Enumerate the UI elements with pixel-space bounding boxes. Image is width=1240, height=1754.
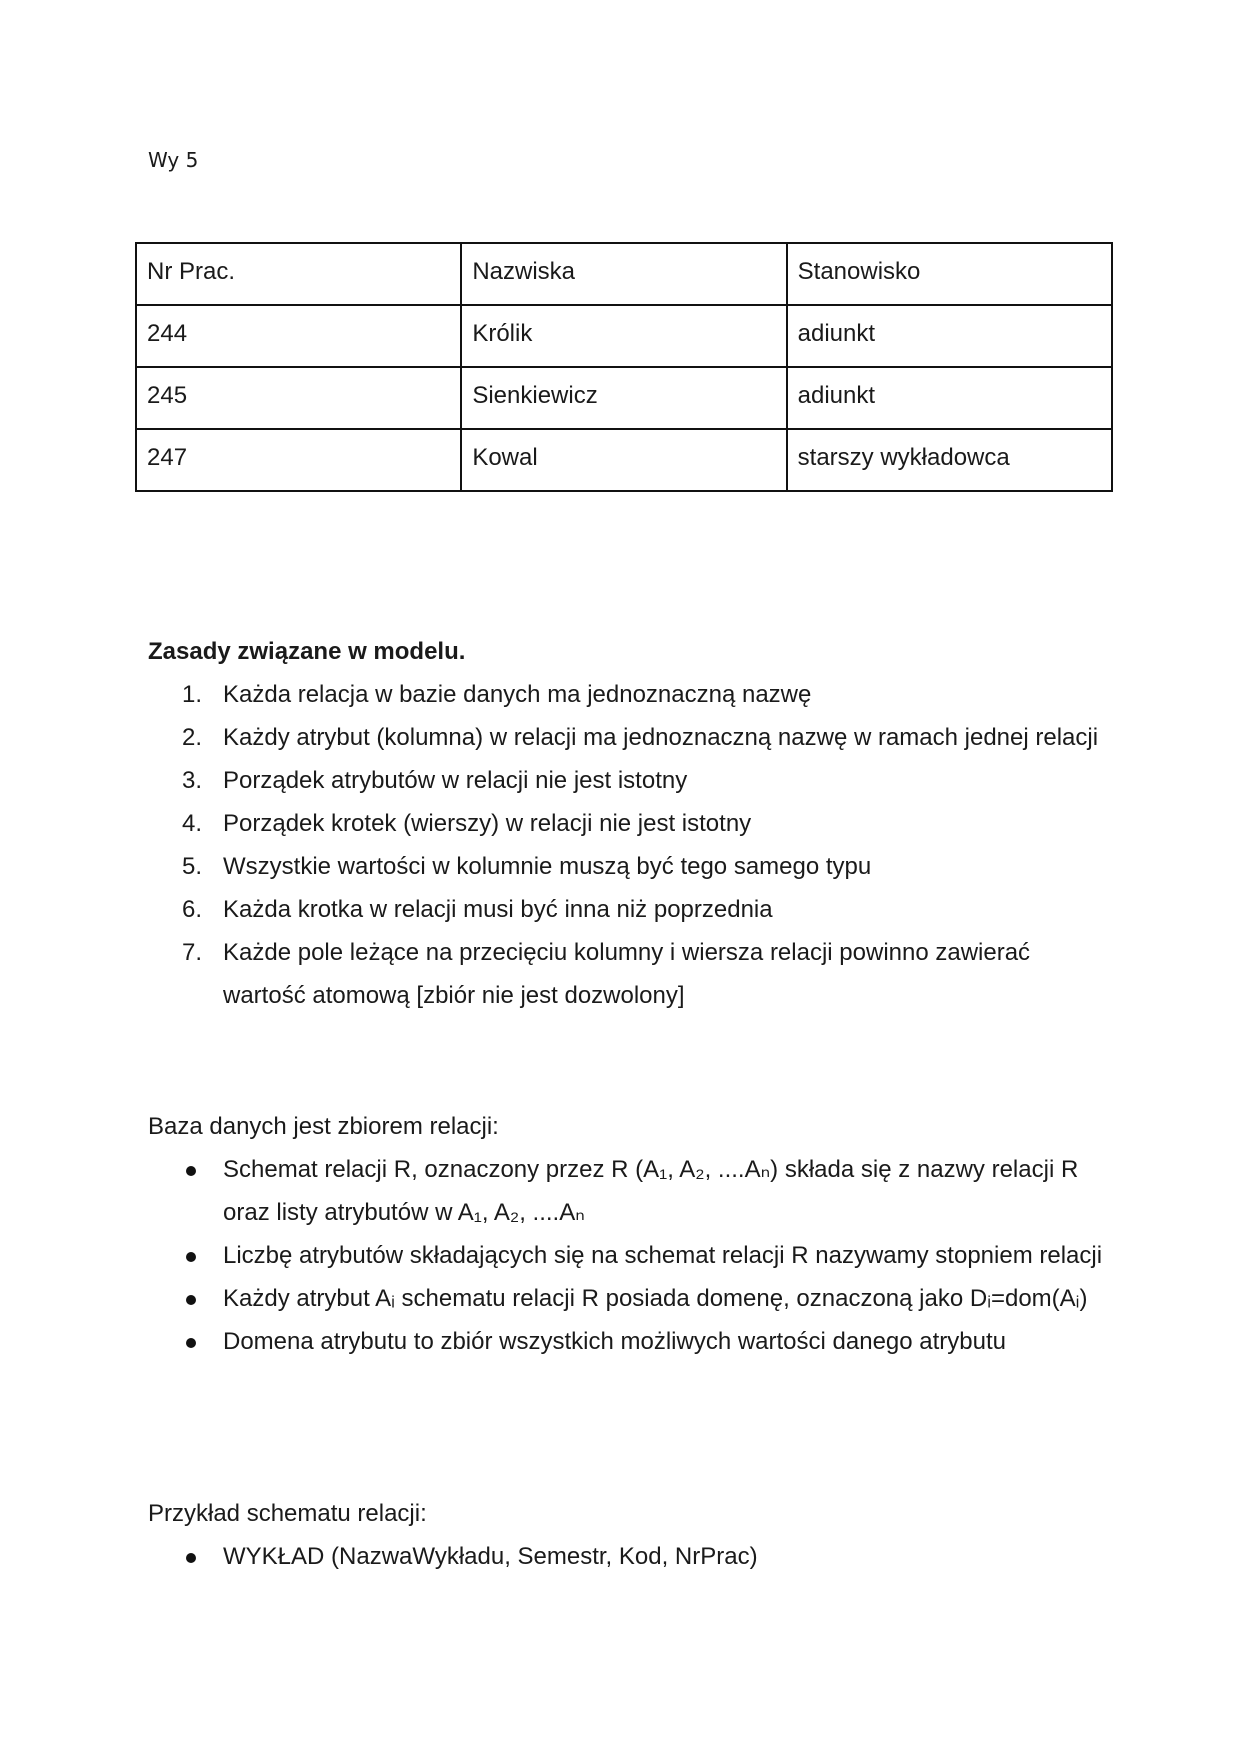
table-cell: starszy wykładowca bbox=[787, 429, 1112, 491]
list-item: 5. Wszystkie wartości w kolumnie muszą być tego samego typu bbox=[148, 845, 1108, 888]
table-cell: Kowal bbox=[461, 429, 786, 491]
rules-section bbox=[148, 630, 1108, 1017]
list-item: Schemat relacji R, oznaczony przez R (A₁, A₂, ....Aₙ) składa się z nazwy relacji R oraz listy atrybutów w A₁, A₂, ....Aₙ bbox=[148, 1148, 1108, 1234]
page-heading: Wy 5 bbox=[148, 148, 199, 172]
table-row bbox=[136, 305, 1112, 367]
employee-table bbox=[135, 242, 1113, 492]
table-cell: adiunkt bbox=[787, 367, 1112, 429]
list-number: 3. bbox=[182, 767, 203, 794]
bullet-icon bbox=[186, 1338, 196, 1348]
table-cell: 247 bbox=[136, 429, 461, 491]
bullet-icon bbox=[186, 1166, 196, 1176]
list-number: 1. bbox=[182, 681, 203, 708]
table-row bbox=[136, 367, 1112, 429]
rules-list bbox=[148, 673, 1108, 1017]
list-item: 4. Porządek krotek (wierszy) w relacji nie jest istotny bbox=[148, 802, 1108, 845]
list-number: 7. bbox=[182, 939, 203, 966]
list-item: 3. Porządek atrybutów w relacji nie jest istotny bbox=[148, 759, 1108, 802]
example-title: Przykład schematu relacji: bbox=[148, 1500, 427, 1527]
table-row bbox=[136, 429, 1112, 491]
rules-title: Zasady związane w modelu. bbox=[148, 638, 466, 665]
database-list bbox=[148, 1148, 1108, 1363]
table-header-cell: Nazwiska bbox=[461, 243, 786, 305]
list-item: Domena atrybutu to zbiór wszystkich możliwych wartości danego atrybutu bbox=[148, 1320, 1108, 1363]
table-cell: adiunkt bbox=[787, 305, 1112, 367]
table-header-cell: Nr Prac. bbox=[136, 243, 461, 305]
bullet-icon bbox=[186, 1295, 196, 1305]
database-section bbox=[148, 1105, 1108, 1363]
table-header-row bbox=[136, 243, 1112, 305]
table-header-cell: Stanowisko bbox=[787, 243, 1112, 305]
example-list bbox=[148, 1535, 1108, 1578]
bullet-icon bbox=[186, 1553, 196, 1563]
bullet-icon bbox=[186, 1252, 196, 1262]
table-cell: Sienkiewicz bbox=[461, 367, 786, 429]
list-number: 2. bbox=[182, 724, 203, 751]
list-item: WYKŁAD (NazwaWykładu, Semestr, Kod, NrPrac) bbox=[148, 1535, 1108, 1578]
table-cell: 244 bbox=[136, 305, 461, 367]
list-item: 1. Każda relacja w bazie danych ma jednoznaczną nazwę bbox=[148, 673, 1108, 716]
list-item: 2. Każdy atrybut (kolumna) w relacji ma jednoznaczną nazwę w ramach jednej relacji bbox=[148, 716, 1108, 759]
table-cell: Królik bbox=[461, 305, 786, 367]
list-number: 6. bbox=[182, 896, 203, 923]
list-item: Każdy atrybut Aᵢ schematu relacji R posiada domenę, oznaczoną jako Dᵢ=dom(Aᵢ) bbox=[148, 1277, 1108, 1320]
table-cell: 245 bbox=[136, 367, 461, 429]
list-item: 6. Każda krotka w relacji musi być inna niż poprzednia bbox=[148, 888, 1108, 931]
list-number: 5. bbox=[182, 853, 203, 880]
database-title: Baza danych jest zbiorem relacji: bbox=[148, 1113, 499, 1140]
list-item: 7. Każde pole leżące na przecięciu kolumny i wiersza relacji powinno zawierać wartość atomową [zbiór nie jest dozwolony] bbox=[148, 931, 1108, 1017]
example-section bbox=[148, 1492, 1108, 1578]
list-number: 4. bbox=[182, 810, 203, 837]
list-item: Liczbę atrybutów składających się na schemat relacji R nazywamy stopniem relacji bbox=[148, 1234, 1108, 1277]
